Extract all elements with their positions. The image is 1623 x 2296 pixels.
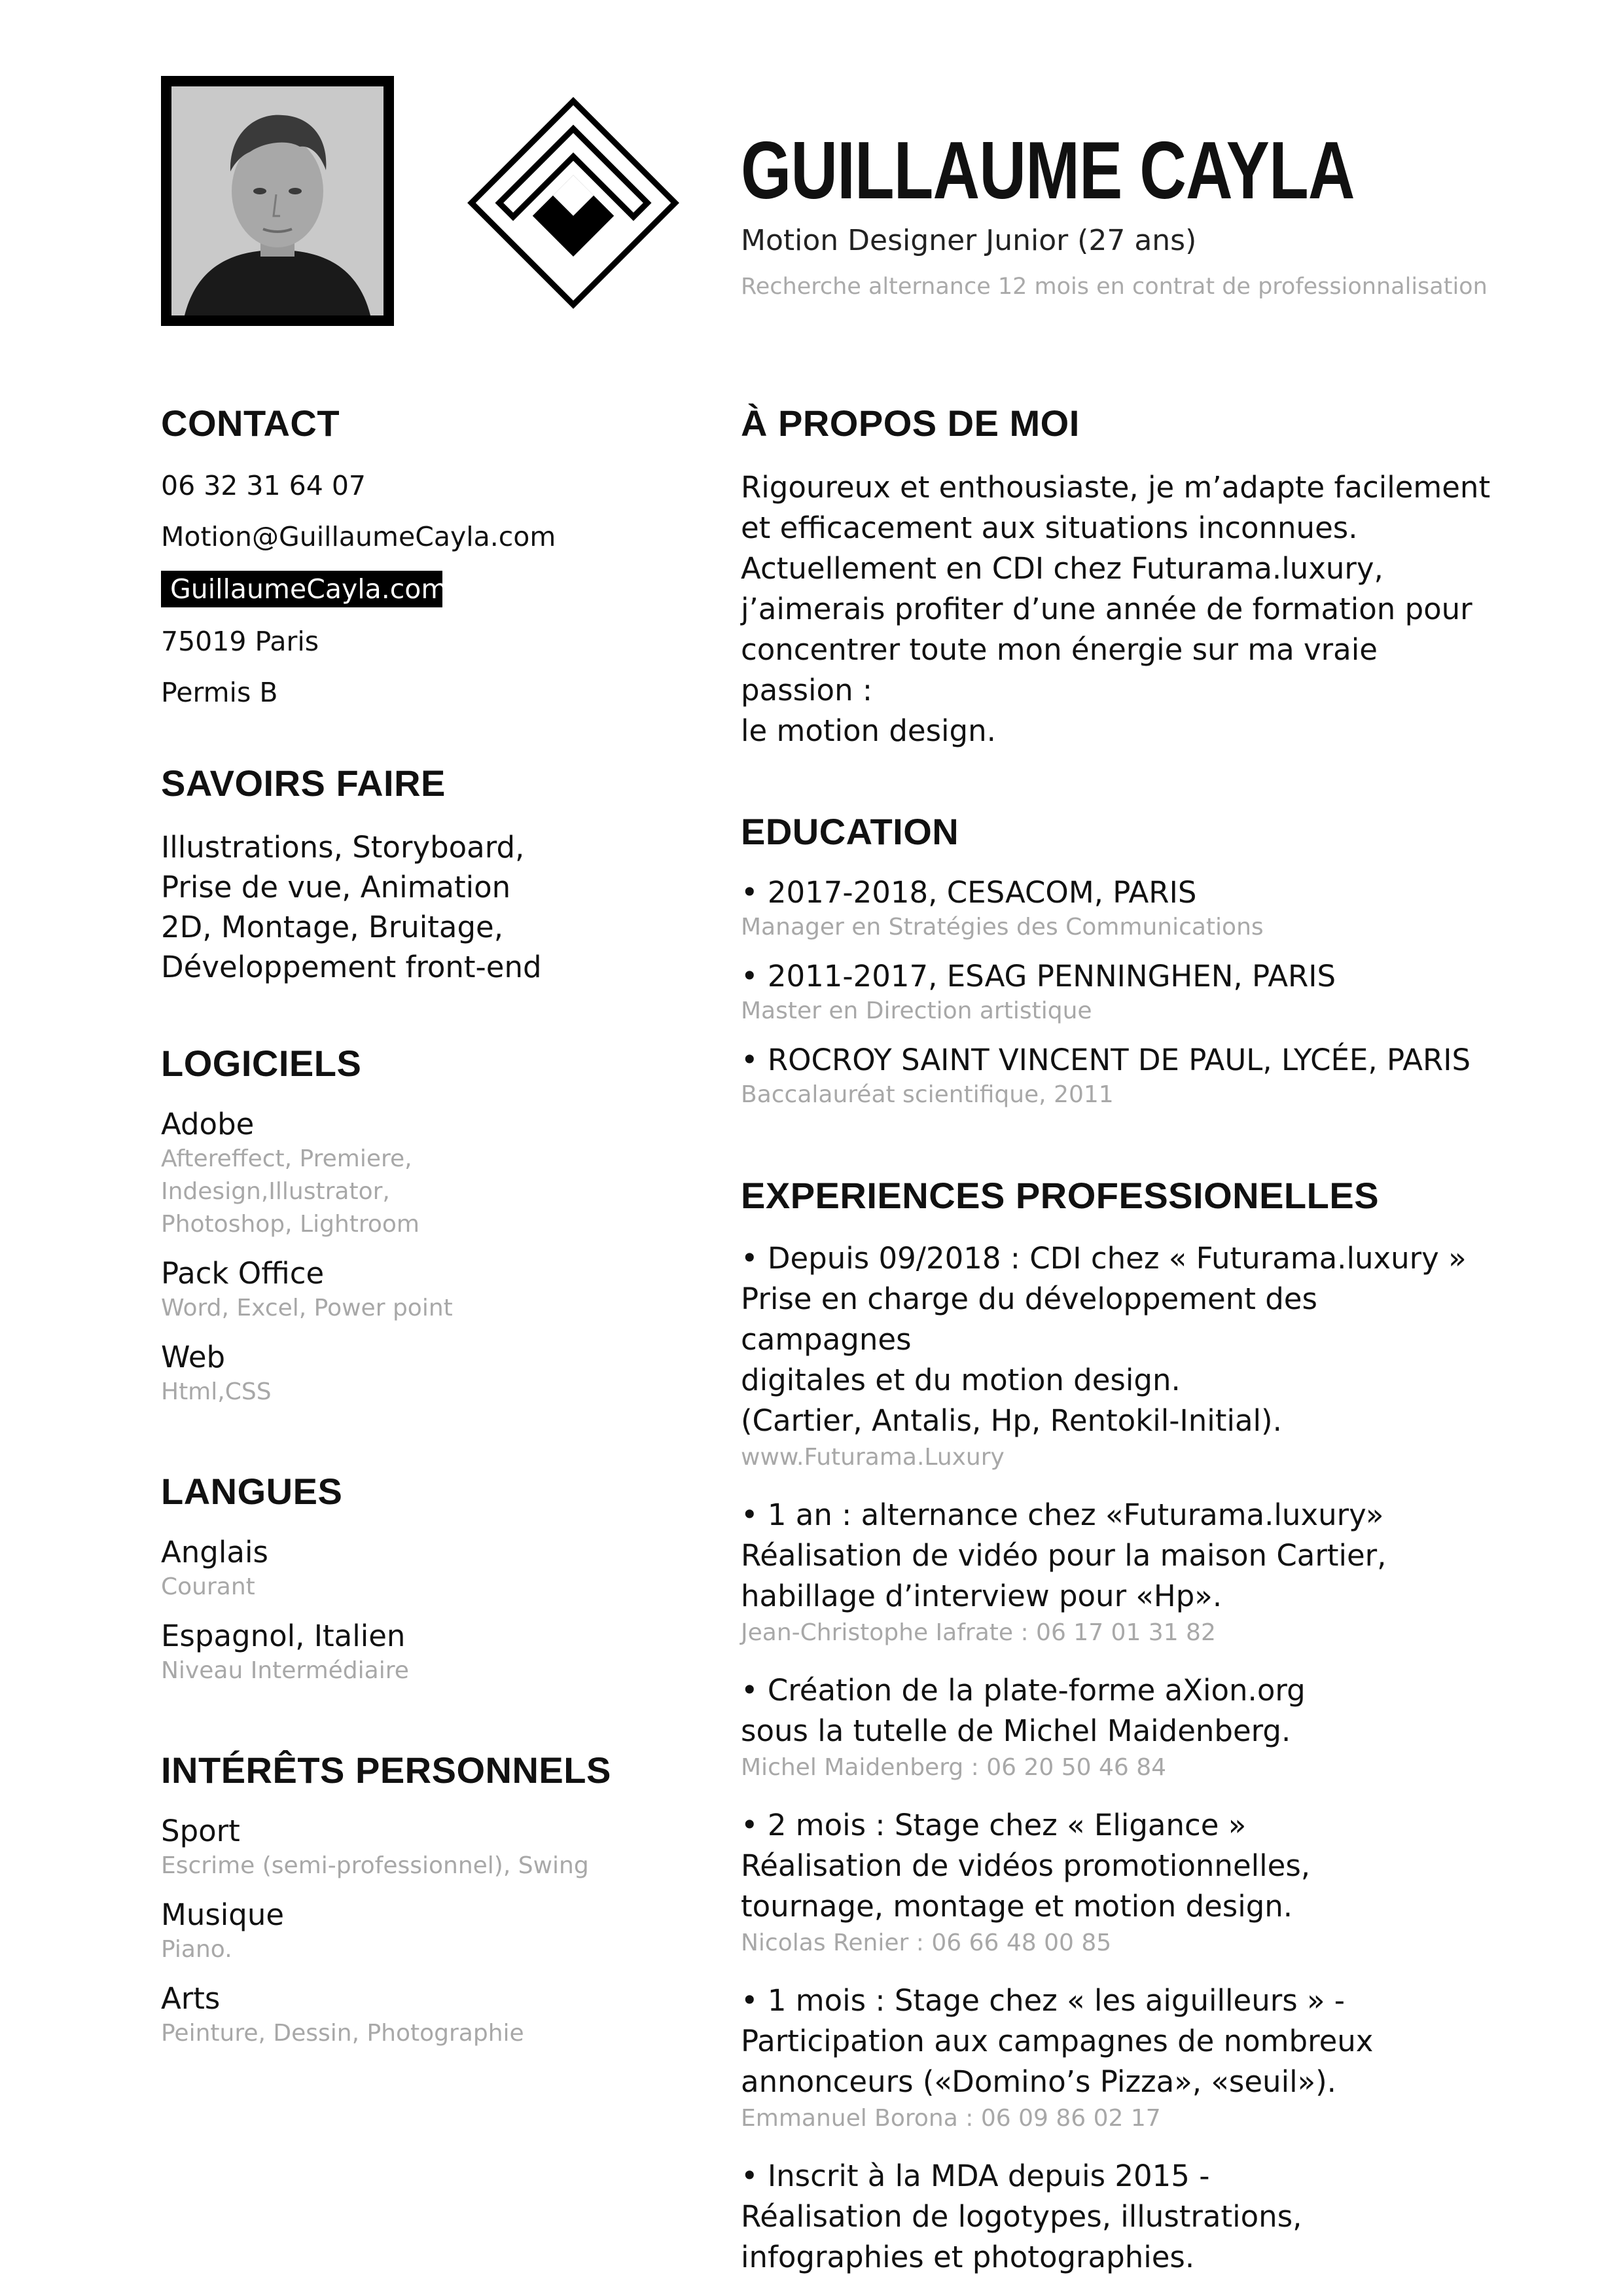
education-title: • ROCROY SAINT VINCENT DE PAUL, LYCÉE, PARIS [741,1043,1471,1077]
section-title-education: EDUCATION [741,811,959,852]
education-detail: Master en Direction artistique [741,997,1092,1024]
section-title-languages: LANGUES [161,1471,343,1512]
education-item [741,874,1493,944]
experience-description: • Depuis 09/2018 : CDI chez « Futurama.luxury » Prise en charge du développement des campagnes digitales et du motion design. (Cartier, Antalis, Hp, Rentokil-Initial). [741,1241,1467,1438]
job-title: Motion Designer Junior (27 ans) [741,224,1197,257]
experience-description: • Création de la plate-forme aXion.org sous la tutelle de Michel Maidenberg. [741,1673,1306,1748]
experience-reference: Nicolas Renier : 06 66 48 00 85 [741,1929,1112,1956]
interest-name: Sport [161,1814,240,1848]
education-section [741,809,1493,1111]
language-level: Niveau Intermédiaire [161,1657,409,1684]
experience-item [741,1805,1493,1960]
section-title-software: LOGICIELS [161,1043,362,1084]
section-title-experience: EXPERIENCES PROFESSIONELLES [741,1175,1380,1216]
experience-description: • Inscrit à la MDA depuis 2015 - Réalisation de logotypes, illustrations, infographies et photographies. [741,2159,1302,2274]
portrait-image [171,86,383,315]
experience-item [741,1981,1493,2135]
interest-item [161,1981,685,2050]
section-title-interests: INTÉRÊTS PERSONNELS [161,1749,611,1791]
contact-section [161,401,685,709]
brand-logo-icon [466,96,681,310]
right-column [741,401,1493,2278]
city: 75019 Paris [161,626,319,657]
software-detail: Html,CSS [161,1378,272,1405]
website-link[interactable]: GuillaumeCayla.com [161,571,442,607]
interest-name: Musique [161,1897,285,1932]
interest-item [161,1897,685,1966]
experience-description: • 1 mois : Stage chez « les aiguilleurs » - Participation aux campagnes de nombreux annonceurs («Domino’s Pizza», «seuil»). [741,1983,1374,2099]
about-section [741,401,1493,751]
section-title-skills: SAVOIRS FAIRE [161,762,446,804]
language-item [161,1618,685,1687]
languages-section [161,1469,685,1687]
experience-description: • 2 mois : Stage chez « Eligance » Réalisation de vidéos promotionnelles, tournage, montage et motion design. [741,1808,1311,1924]
left-column [161,401,685,2050]
education-item [741,958,1493,1028]
software-detail: Word, Excel, Power point [161,1295,453,1321]
language-level: Courant [161,1573,255,1600]
section-title-contact: CONTACT [161,403,340,444]
software-item [161,1255,685,1325]
skills-text: Illustrations, Storyboard, Prise de vue, Animation 2D, Montage, Bruitage, Développement front-end [161,830,542,984]
experience-reference: Emmanuel Borona : 06 09 86 02 17 [741,2105,1161,2132]
phone-number: 06 32 31 64 07 [161,470,366,501]
software-name: Pack Office [161,1256,325,1291]
experience-item [741,1238,1493,1474]
language-name: Espagnol, Italien [161,1619,406,1653]
software-name: Adobe [161,1107,255,1141]
experience-reference: www.Futurama.Luxury [741,1444,1005,1471]
experience-item [741,2156,1493,2278]
experience-reference: Jean-Christophe Iafrate : 06 17 01 31 82 [741,1619,1216,1646]
experience-reference: Michel Maidenberg : 06 20 50 46 84 [741,1754,1167,1781]
software-item [161,1339,685,1408]
section-title-about: À PROPOS DE MOI [741,403,1080,444]
language-item [161,1534,685,1604]
software-item [161,1106,685,1241]
software-detail: Aftereffect, Premiere, Indesign,Illustrator, Photoshop, Lightroom [161,1145,419,1238]
driving-license: Permis B [161,677,278,708]
candidate-name: GUILLAUME CAYLA [741,126,1355,216]
education-detail: Baccalauréat scientifique, 2011 [741,1081,1114,1108]
profile-photo [161,76,394,326]
skills-section [161,761,685,987]
experience-description: • 1 an : alternance chez «Futurama.luxury» Réalisation de vidéo pour la maison Cartier, habillage d’interview pour «Hp». [741,1498,1387,1613]
interests-section [161,1748,685,2050]
software-section [161,1041,685,1408]
email-address: Motion@GuillaumeCayla.com [161,521,556,552]
software-name: Web [161,1340,226,1374]
education-title: • 2017-2018, CESACOM, PARIS [741,875,1197,910]
interest-detail: Peinture, Dessin, Photographie [161,2020,524,2047]
interest-detail: Escrime (semi-professionnel), Swing [161,1852,589,1879]
education-detail: Manager en Stratégies des Communications [741,914,1264,941]
education-title: • 2011-2017, ESAG PENNINGHEN, PARIS [741,959,1336,994]
experience-section [741,1173,1493,2278]
about-text: Rigoureux et enthousiaste, je m’adapte facilement et efficacement aux situations inconnues. Actuellement en CDI chez Futurama.luxury, j’aimerais profiter d’une année de formation pour concentrer toute mon énergie sur ma vraie passion : le motion design. [741,470,1491,748]
experience-item [741,1495,1493,1649]
job-search-statement: Recherche alternance 12 mois en contrat de professionnalisation [741,274,1488,300]
interest-detail: Piano. [161,1936,232,1963]
education-item [741,1042,1493,1111]
interest-item [161,1813,685,1882]
interest-name: Arts [161,1981,221,2016]
experience-item [741,1670,1493,1784]
language-name: Anglais [161,1535,268,1570]
